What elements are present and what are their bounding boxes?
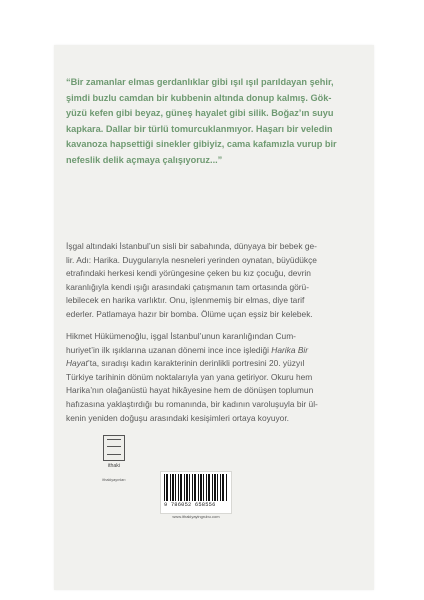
blurb-paragraph-1 bbox=[66, 240, 366, 322]
text-line bbox=[66, 344, 366, 358]
publisher-website: www.ithakiyayingrubu.com bbox=[172, 514, 220, 519]
isbn-number: 9 786052 658556 bbox=[164, 502, 216, 508]
text-line: lir. Adı: Harika. Duygularıyla nesneleri yerinden oynatan, büyüdükçe bbox=[66, 254, 317, 265]
text-line: hafızasına yaklaştırdığı bu romanında, bir kadının varoluşuyla bir ül- bbox=[66, 399, 318, 410]
text-fragment: ’ta, sıradışı kadın karakterinin derinlikli portresini 20. yüzyıl bbox=[87, 358, 305, 369]
text-line: lebilecek en harika varlıktır. Onu, işlenmemiş bir elmas, diye tarif bbox=[66, 295, 305, 306]
isbn-barcode bbox=[160, 471, 232, 514]
quote-line: şimdi buzlu camdan bir kubbenin altında donup kalmış. Gök- bbox=[66, 92, 332, 103]
book-title-fragment: Harika Bir bbox=[271, 344, 309, 355]
quote-line: yüzü kefen gibi beyaz, güneş hayalet gibi silik. Boğaz’ın suyu bbox=[66, 108, 334, 119]
text-line: Harika’nın olağanüstü hayat hikâyesine hem de dönüşen toplumun bbox=[66, 385, 314, 396]
publisher-logo bbox=[100, 435, 128, 483]
quote-line: nefeslik delik açmaya çalışıyoruz...” bbox=[66, 154, 223, 165]
text-line: etrafındaki herkesi kendi yörüngesine çeken bu kız çocuğu, devrin bbox=[66, 268, 311, 279]
text-fragment: huriyet’in ilk ışıklarına uzanan dönemi ince ince işlediği bbox=[66, 344, 269, 355]
text-line: Hikmet Hükümenoğlu, işgal İstanbul’unun karanlığından Cum- bbox=[66, 331, 296, 342]
barcode-bars bbox=[164, 474, 228, 501]
publisher-subtitle: ithakiyayınları bbox=[102, 478, 126, 482]
text-line: karanlığıyla kendi ışığı arasındaki çatışmanın tam ortasında görü- bbox=[66, 281, 309, 292]
text-line: Türkiye tarihinin dönüm noktalarıyla yan yana getiriyor. Okuru hem bbox=[66, 371, 313, 382]
ithaki-logo-icon bbox=[103, 435, 125, 461]
book-title-fragment: Hayat bbox=[66, 358, 88, 369]
quote-line: “Bir zamanlar elmas gerdanlıklar gibi ışıl ışıl parıldayan şehir, bbox=[66, 77, 334, 87]
text-line: kenin yeniden doğuşu arasındaki kesişimleri ortaya koyuyor. bbox=[66, 412, 289, 423]
publisher-name: ithaki bbox=[107, 463, 121, 469]
text-line: ederler. Patlamaya hazır bir bomba. Ölüme uçan eşsiz bir kelebek. bbox=[66, 308, 313, 319]
quote-line: kavanoza hapsettiği sinekler gibiyiz, cama kafamızla vurup bir bbox=[66, 139, 337, 150]
text-line: İşgal altındaki İstanbul’un sisli bir sabahında, dünyaya bir bebek ge- bbox=[66, 241, 317, 251]
quote-line: kapkara. Dallar bir türlü tomurcuklanmıyor. Haşarı bir veledin bbox=[66, 123, 333, 134]
blurb-text bbox=[66, 240, 366, 434]
pull-quote bbox=[66, 75, 363, 169]
blurb-paragraph-2 bbox=[66, 330, 366, 425]
text-line bbox=[66, 357, 366, 371]
